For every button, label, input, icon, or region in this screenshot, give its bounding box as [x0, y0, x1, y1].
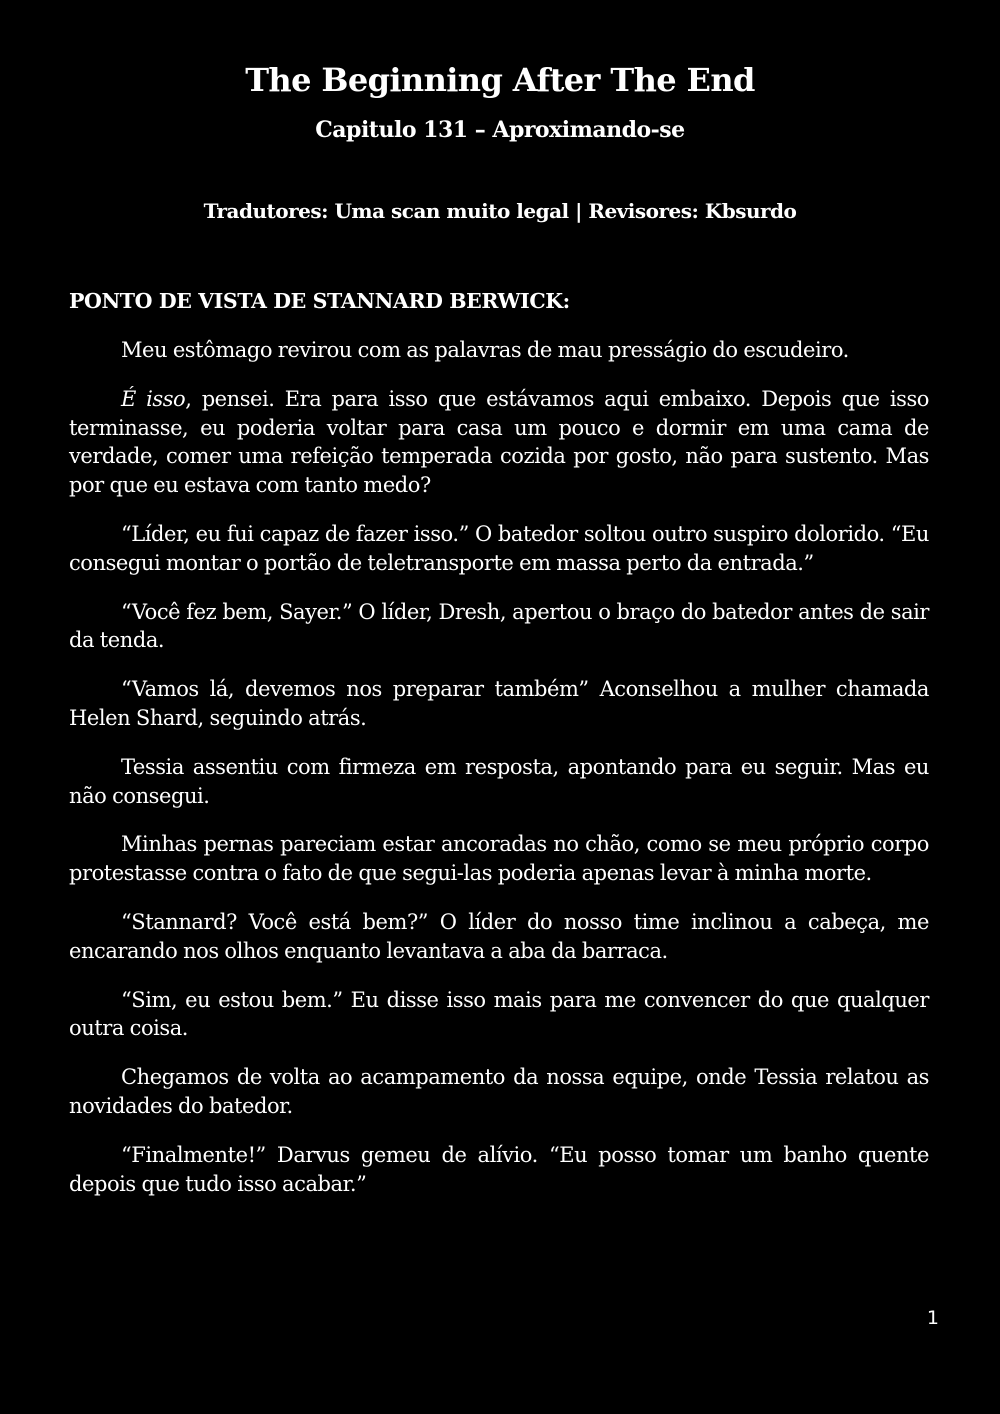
paragraph: “Vamos lá, devemos nos preparar também” Aconselhou a mulher chamada Helen Shard, seguindo atrás. [69, 677, 929, 730]
paragraph: Chegamos de volta ao acampamento da nossa equipe, onde Tessia relatou as novidades do batedor. [69, 1065, 929, 1118]
paragraph: Tessia assentiu com firmeza em resposta, apontando para eu seguir. Mas eu não consegui. [69, 754, 929, 808]
book-title: The Beginning After The End [245, 61, 755, 99]
paragraph: “Finalmente!” Darvus gemeu de alívio. “Eu posso tomar um banho quente depois que tudo isso acabar.” [69, 1142, 929, 1196]
paragraph: “Sim, eu estou bem.” Eu disse isso mais para me convencer do que qualquer outra coisa. [69, 987, 929, 1041]
paragraph [69, 385, 929, 500]
pov-heading: PONTO DE VISTA DE STANNARD BERWICK: [69, 289, 570, 313]
credits-line: Tradutores: Uma scan muito legal | Revisores: Kbsurdo [203, 199, 797, 223]
page-number: 1 [926, 1307, 939, 1329]
paragraph-text: Depois que isso terminasse, eu poderia voltar para casa um pouco e dormir em uma cama de verdade, comer uma refeição temperada cozida por gosto, não para sustento. Mas por que eu estava com tanto medo? [69, 386, 929, 498]
italic-phrase: É isso [121, 386, 186, 411]
chapter-title: Capitulo 131 – Aproximando-se [315, 117, 685, 143]
paragraph: “Líder, eu fui capaz de fazer isso.” O batedor soltou outro suspiro dolorido. “Eu consegui montar o portão de teletransporte em massa perto da entrada.” [69, 521, 929, 575]
paragraph-text: , pensei. Era para isso que estávamos aqui embaixo. [185, 386, 762, 411]
chapter-body [69, 336, 929, 1218]
paragraph: “Stannard? Você está bem?” O líder do nosso time inclinou a cabeça, me encarando nos olhos enquanto levantava a aba da barraca. [69, 909, 929, 963]
paragraph: Minhas pernas pareciam estar ancoradas no chão, como se meu próprio corpo protestasse contra o fato de que segui-las poderia apenas levar à minha morte. [69, 832, 929, 886]
paragraph: “Você fez bem, Sayer.” O líder, Dresh, apertou o braço do batedor antes de sair da tenda. [69, 599, 929, 653]
paragraph: Meu estômago revirou com as palavras de mau presságio do escudeiro. [121, 338, 849, 362]
